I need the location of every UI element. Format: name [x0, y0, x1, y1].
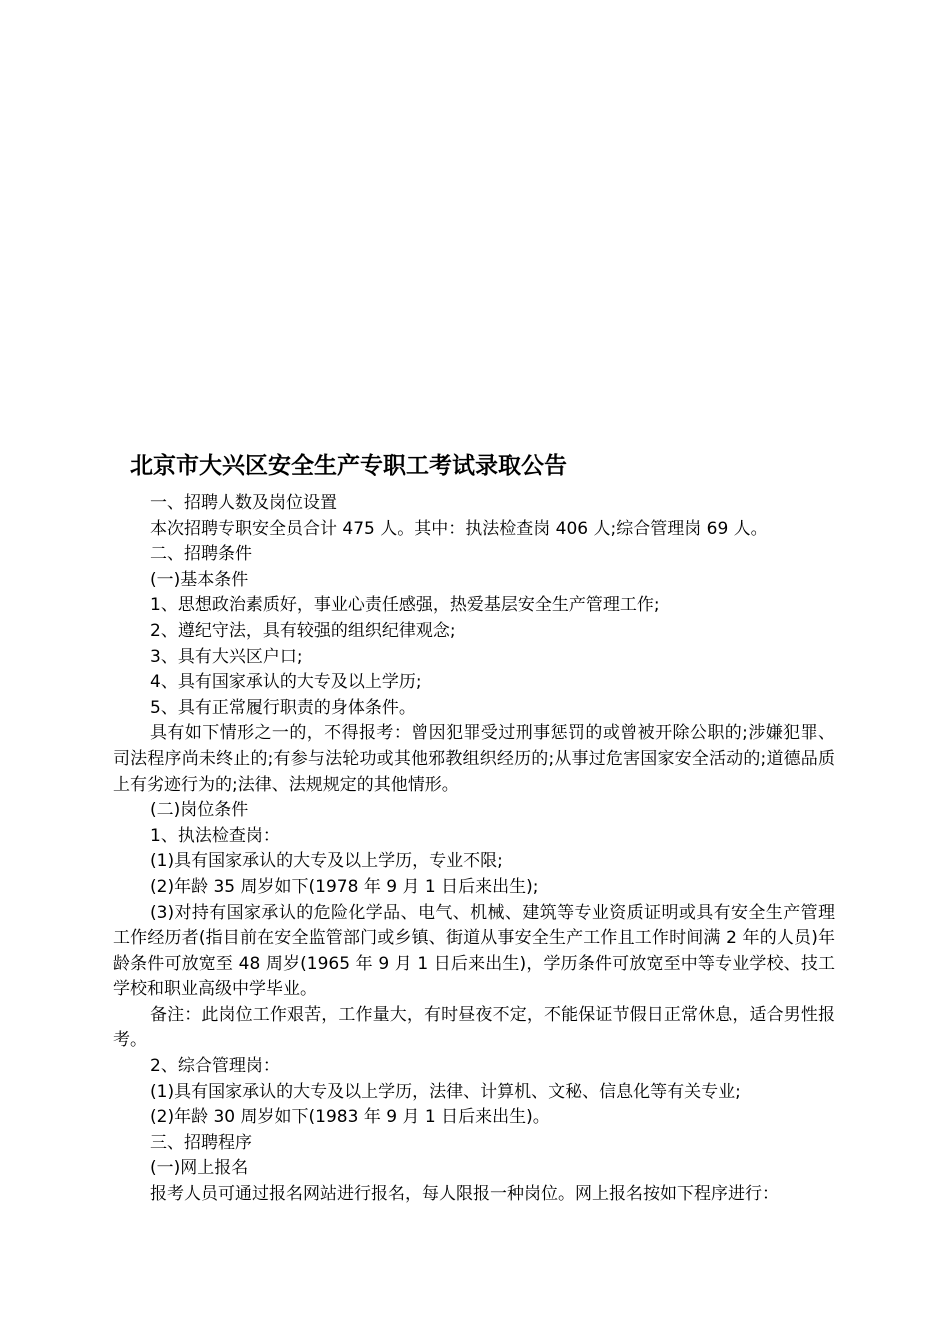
subsection-heading-basic-conditions: (一)基本条件 — [150, 569, 249, 590]
list-item: 1、执法检查岗： — [150, 825, 280, 846]
paragraph: 本次招聘专职安全员合计 475 人。其中：执法检查岗 406 人;综合管理岗 69 人。 — [150, 518, 768, 539]
document-body — [113, 491, 835, 1208]
section-heading-recruitment-count: 一、招聘人数及岗位设置 — [150, 493, 337, 513]
list-item: 2、遵纪守法，具有较强的组织纪律观念; — [150, 620, 456, 641]
document-title: 北京市大兴区安全生产专职工考试录取公告 — [130, 453, 567, 479]
list-item: (2)年龄 35 周岁如下(1978 年 9 月 1 日后来出生); — [150, 876, 539, 897]
list-item: 2、综合管理岗： — [150, 1056, 280, 1077]
note-paragraph: 备注：此岗位工作艰苦，工作量大，有时昼夜不定，不能保证节假日正常休息，适合男性报考。 — [113, 1004, 835, 1051]
list-item: 1、思想政治素质好，事业心责任感强，热爱基层安全生产管理工作; — [150, 595, 660, 616]
subsection-heading-online-registration: (一)网上报名 — [150, 1158, 249, 1179]
list-item: 4、具有国家承认的大专及以上学历; — [150, 672, 422, 693]
list-item: 3、具有大兴区户口; — [150, 646, 303, 667]
list-item: (3)对持有国家承认的危险化学品、电气、机械、建筑等专业资质证明或具有安全生产管理工作经历者(指目前在安全监管部门或乡镇、街道从事安全生产工作且工作时间满 2 年的人员)年龄条件可放宽至 48 周岁(1965 年 9 月 1 日后来出生)，学历条件可放宽至中等专业学校、技工学校和职业高级中学毕业。 — [113, 902, 835, 1000]
paragraph: 具有如下情形之一的，不得报考：曾因犯罪受过刑事惩罚的或曾被开除公职的;涉嫌犯罪、司法程序尚未终止的;有参与法轮功或其他邪教组织经历的;从事过危害国家安全活动的;道德品质上有劣迹行为的;法律、法规规定的其他情形。 — [113, 723, 835, 795]
list-item: 5、具有正常履行职责的身体条件。 — [150, 697, 416, 718]
list-item: (2)年龄 30 周岁如下(1983 年 9 月 1 日后来出生)。 — [150, 1107, 550, 1128]
section-heading-conditions: 二、招聘条件 — [150, 544, 252, 565]
section-heading-procedure: 三、招聘程序 — [150, 1132, 252, 1153]
list-item: (1)具有国家承认的大专及以上学历，法律、计算机、文秘、信息化等有关专业; — [150, 1081, 741, 1102]
list-item: (1)具有国家承认的大专及以上学历，专业不限; — [150, 851, 503, 872]
paragraph: 报考人员可通过报名网站进行报名，每人限报一种岗位。网上报名按如下程序进行： — [150, 1184, 779, 1205]
subsection-heading-position-conditions: (二)岗位条件 — [150, 800, 249, 821]
